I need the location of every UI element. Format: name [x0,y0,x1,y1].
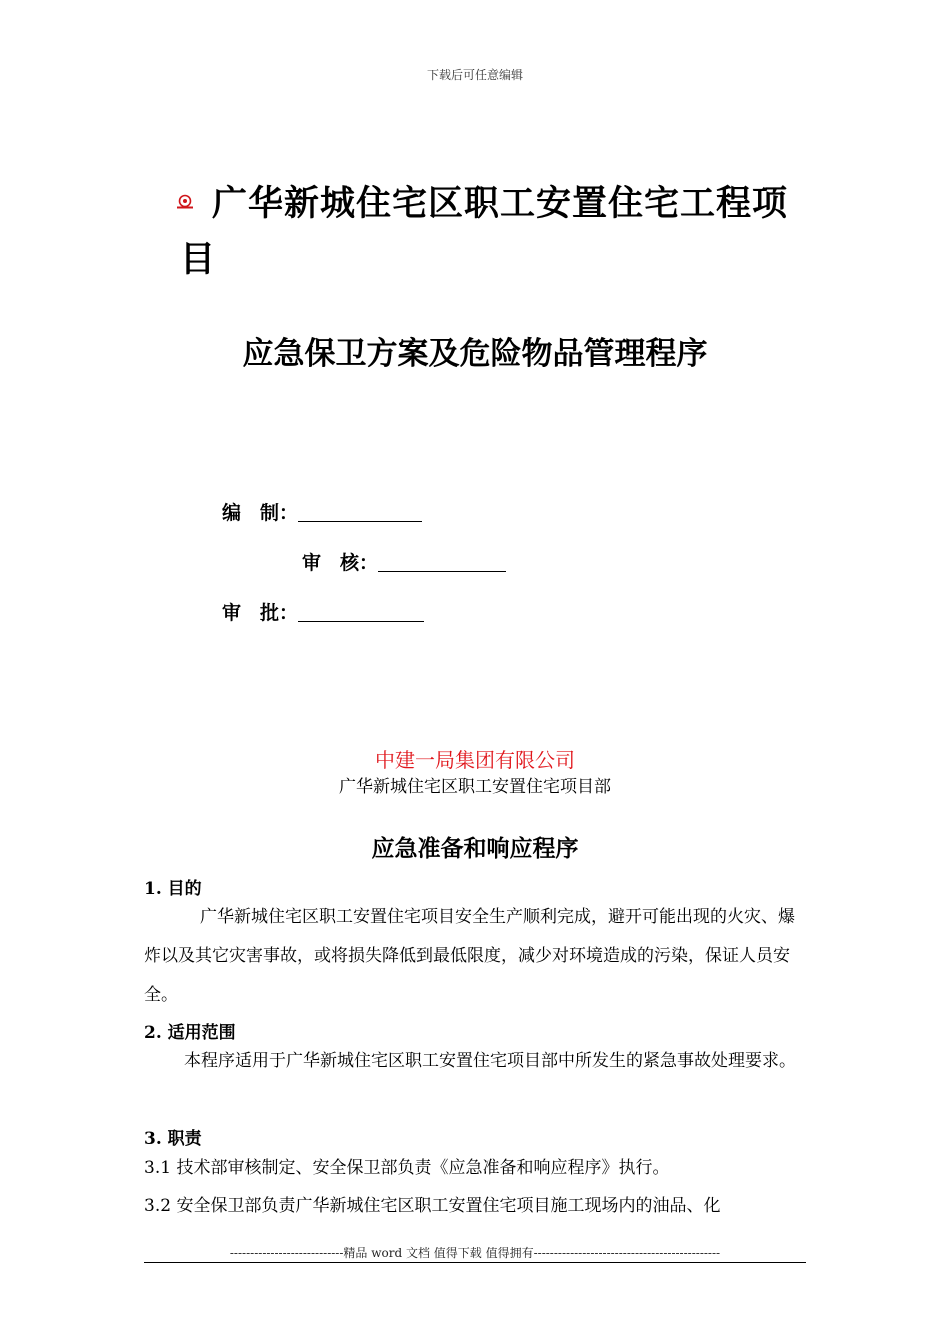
section-1-body: 广华新城住宅区职工安置住宅项目安全生产顺利完成，避开可能出现的火灾、爆炸以及其它灾害事故，或将损失降低到最低限度，减少对环境造成的污染，保证人员安全。 [144,907,795,1005]
footer-text: ----------------------------精品 word 文档 值得下载 值得拥有---------------------------------------------- [229,1246,721,1260]
section-2-heading: 2. 适用范围 [144,1023,236,1043]
compile-label: 编 制： [222,502,299,524]
header-note: 下载后可任意编辑 [426,68,523,82]
document-subtitle: 应急保卫方案及危险物品管理程序 [242,336,708,372]
section-3-1: 3.1 技术部审核制定、安全保卫部负责《应急准备和响应程序》执行。 [144,1158,670,1178]
compile-signature-line [298,501,422,522]
department-name: 广华新城住宅区职工安置住宅项目部 [339,777,611,797]
compile-signature-row [222,498,422,525]
title-line-2: 目 [180,239,217,280]
review-signature-line [378,551,506,572]
approve-label: 审 批： [222,602,299,624]
approve-signature-line [298,601,424,622]
company-name: 中建一局集团有限公司 [375,748,575,772]
section-3-heading: 3. 职责 [144,1129,202,1149]
review-label: 审 核： [302,552,379,574]
section-1-heading: 1. 目的 [144,879,202,899]
title-line-1: 广华新城住宅区职工安置住宅工程项 [212,183,789,224]
section-title: 应急准备和响应程序 [371,835,579,862]
review-signature-row [302,548,506,575]
document-title [180,176,820,288]
footer-rule [144,1262,806,1263]
section-3-2: 3.2 安全保卫部负责广华新城住宅区职工安置住宅项目施工现场内的油品、化 [144,1196,721,1216]
approve-signature-row [222,598,424,625]
section-2-body: 本程序适用于广华新城住宅区职工安置住宅项目部中所发生的紧急事故处理要求。 [184,1051,796,1071]
